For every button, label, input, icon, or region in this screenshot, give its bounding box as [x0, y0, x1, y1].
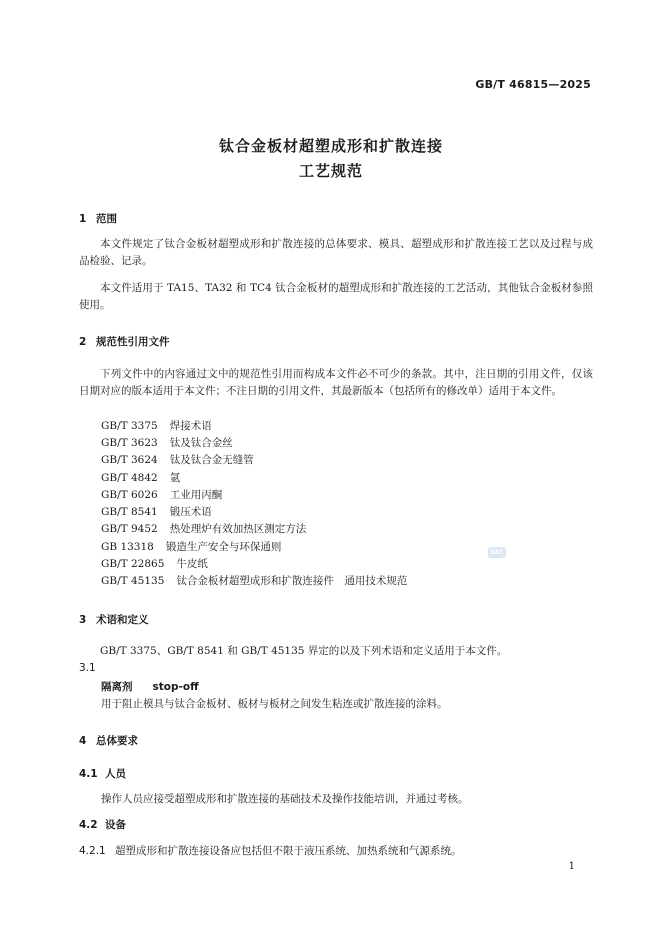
page-number: 1	[568, 861, 575, 872]
normative-refs-intro: 下列文件中的内容通过文中的规范性引用而构成本文件必不可少的条款。其中，注日期的引用文件，仅该日期对应的版本适用于本文件；不注日期的引用文件，其最新版本（包括所有的修改单）适用于本文件。	[79, 368, 593, 397]
subsection-number: 4.1	[79, 768, 98, 780]
section-heading-scope	[79, 211, 117, 226]
reference-item: GB/T 3375 焊接术语	[101, 420, 212, 432]
reference-item: GB/T 8541 锻压术语	[101, 506, 212, 518]
term-chinese: 隔离剂	[101, 681, 133, 693]
term-number: 3.1	[79, 662, 96, 674]
personnel-text: 操作人员应接受超塑成形和扩散连接的基础技术及操作技能培训，并通过考核。	[101, 793, 469, 805]
reference-item: GB/T 4842 氩	[101, 472, 181, 484]
item-number: 4.2.1	[79, 845, 106, 857]
scope-paragraph-2: 本文件适用于 TA15、TA32 和 TC4 钛合金板材的超塑成形和扩散连接的工艺活动，其他钛合金板材参照使用。	[79, 282, 593, 311]
item-text: 超塑成形和扩散连接设备应包括但不限于液压系统、加热系统和气源系统。	[115, 845, 462, 857]
document-title-line2: 工艺规范	[298, 162, 363, 180]
section-number: 3	[79, 614, 87, 626]
subsection-number: 4.2	[79, 819, 98, 831]
reference-item: GB/T 3623 钛及钛合金丝	[101, 437, 233, 449]
section-heading-terms	[79, 612, 149, 627]
subsection-heading-personnel	[79, 766, 126, 781]
scope-paragraph-1: 本文件规定了钛合金板材超塑成形和扩散连接的总体要求、模具、超塑成形和扩散连接工艺以及过程与成品检验、记录。	[79, 238, 593, 267]
document-title-line1: 钛合金板材超塑成形和扩散连接	[218, 137, 443, 155]
section-number: 1	[79, 213, 87, 225]
reference-item: GB/T 6026 工业用丙酮	[101, 489, 223, 501]
section-title: 术语和定义	[96, 614, 149, 626]
standard-number: GB/T 46815—2025	[475, 78, 591, 91]
section-heading-normative-refs	[79, 334, 170, 349]
section-title: 规范性引用文件	[96, 336, 170, 348]
term-entry	[101, 679, 199, 694]
reference-item: GB/T 9452 热处理炉有效加热区测定方法	[101, 523, 307, 535]
reference-item: GB/T 45135 钛合金板材超塑成形和扩散连接件 通用技术规范	[101, 575, 408, 587]
section-number: 4	[79, 735, 87, 747]
reference-item: GB/T 22865 牛皮纸	[101, 558, 208, 570]
subsection-heading-equipment	[79, 817, 126, 832]
subsection-title: 人员	[105, 768, 126, 780]
terms-intro: GB/T 3375、GB/T 8541 和 GB/T 45135 界定的以及下列术语和定义适用于本文件。	[100, 645, 508, 657]
term-english: stop-off	[152, 681, 199, 693]
watermark-stamp: SAC	[488, 547, 506, 558]
reference-item: GB/T 3624 钛及钛合金无缝管	[101, 454, 254, 466]
equipment-item	[79, 843, 462, 858]
section-title: 范围	[96, 213, 117, 225]
reference-item: GB 13318 锻造生产安全与环保通则	[101, 541, 282, 553]
section-number: 2	[79, 336, 87, 348]
subsection-title: 设备	[105, 819, 126, 831]
section-heading-general	[79, 733, 138, 748]
section-title: 总体要求	[96, 735, 138, 747]
term-definition: 用于阻止模具与钛合金板材、板材与板材之间发生粘连或扩散连接的涂料。	[101, 698, 448, 710]
